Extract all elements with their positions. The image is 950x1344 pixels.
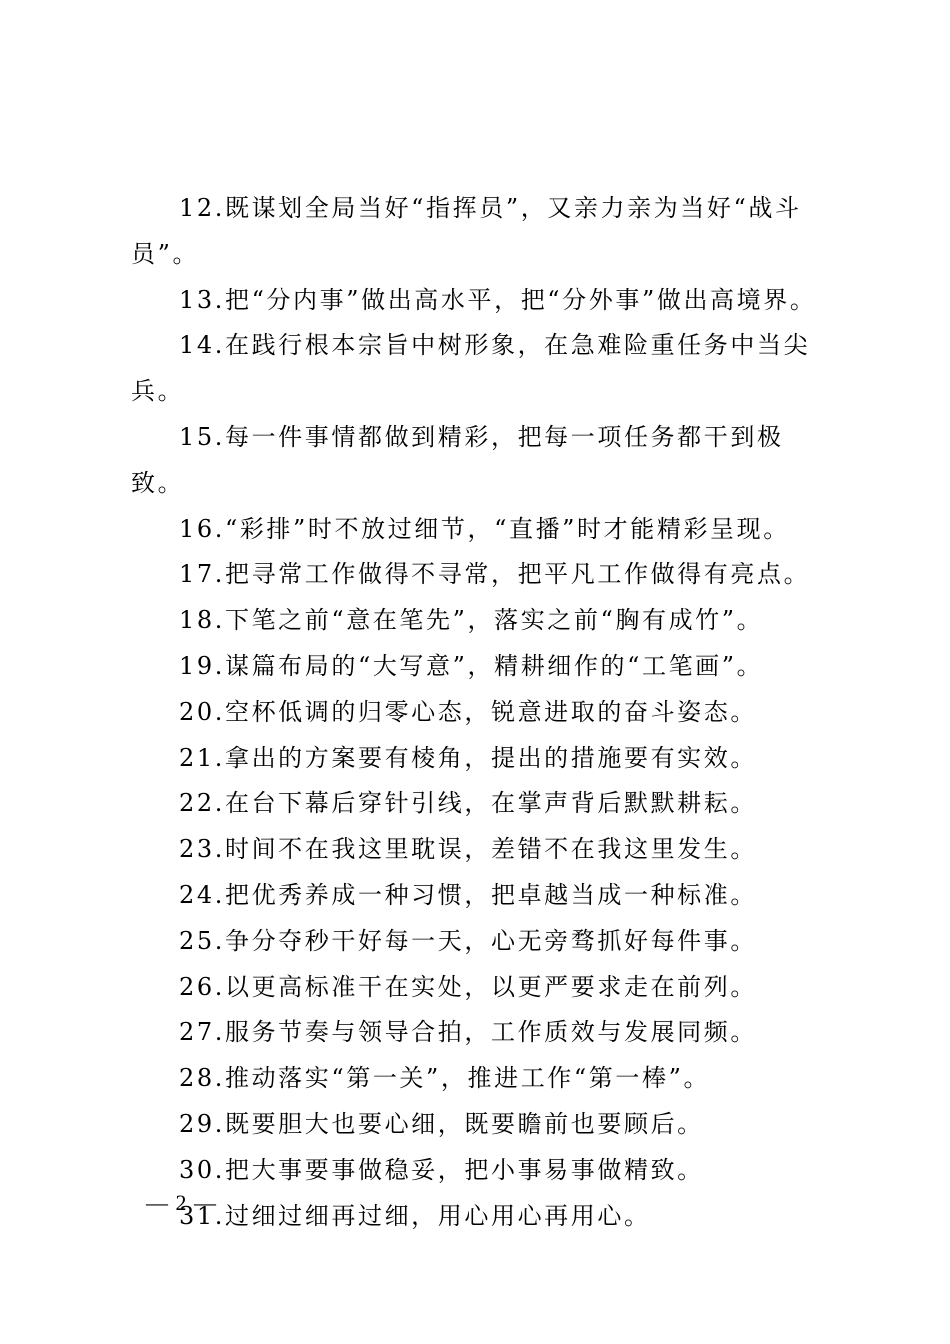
paragraph-16: 16.“彩排”时不放过细节，“直播”时才能精彩呈现。 [179, 514, 790, 543]
page-number: — 2 — [146, 1190, 217, 1215]
paragraph-13: 13.把“分内事”做出高水平，把“分外事”做出高境界。 [179, 285, 817, 314]
paragraph-22: 22.在台下幕后穿针引线，在掌声背后默默耕耘。 [179, 789, 757, 818]
paragraph-25: 25.争分夺秒干好每一天，心无旁骛抓好每件事。 [179, 926, 757, 955]
paragraph-31: 31.过细过细再过细，用心用心再用心。 [179, 1201, 651, 1230]
paragraph-19: 19.谋篇布局的“大写意”，精耕细作的“工笔画”。 [179, 651, 764, 680]
paragraph-17: 17.把寻常工作做得不寻常，把平凡工作做得有亮点。 [179, 560, 811, 589]
paragraph-12: 12.既谋划全局当好“指挥员”，又亲力亲为当好“战斗员”。 [131, 194, 802, 268]
paragraph-20: 20.空杯低调的归零心态，锐意进取的奋斗姿态。 [179, 697, 757, 726]
paragraph-24: 24.把优秀养成一种习惯，把卓越当成一种标准。 [179, 880, 757, 909]
paragraph-28: 28.推动落实“第一关”，推进工作“第一棒”。 [179, 1064, 711, 1093]
paragraph-23: 23.时间不在我这里耽误，差错不在我这里发生。 [179, 835, 757, 864]
document-body [131, 186, 831, 1239]
paragraph-27: 27.服务节奏与领导合拍，工作质效与发展同频。 [179, 1018, 757, 1047]
paragraph-18: 18.下笔之前“意在笔先”，落实之前“胸有成竹”。 [179, 606, 764, 635]
paragraph-30: 30.把大事要事做稳妥，把小事易事做精致。 [179, 1155, 704, 1184]
paragraph-15: 15.每一件事情都做到精彩，把每一项任务都干到极致。 [131, 422, 784, 497]
paragraph-26: 26.以更高标准干在实处，以更严要求走在前列。 [179, 972, 757, 1001]
paragraph-21: 21.拿出的方案要有棱角，提出的措施要有实效。 [179, 743, 757, 772]
paragraph-29: 29.既要胆大也要心细，既要瞻前也要顾后。 [179, 1109, 704, 1138]
paragraph-14: 14.在践行根本宗旨中树形象，在急难险重任务中当尖兵。 [131, 331, 811, 406]
